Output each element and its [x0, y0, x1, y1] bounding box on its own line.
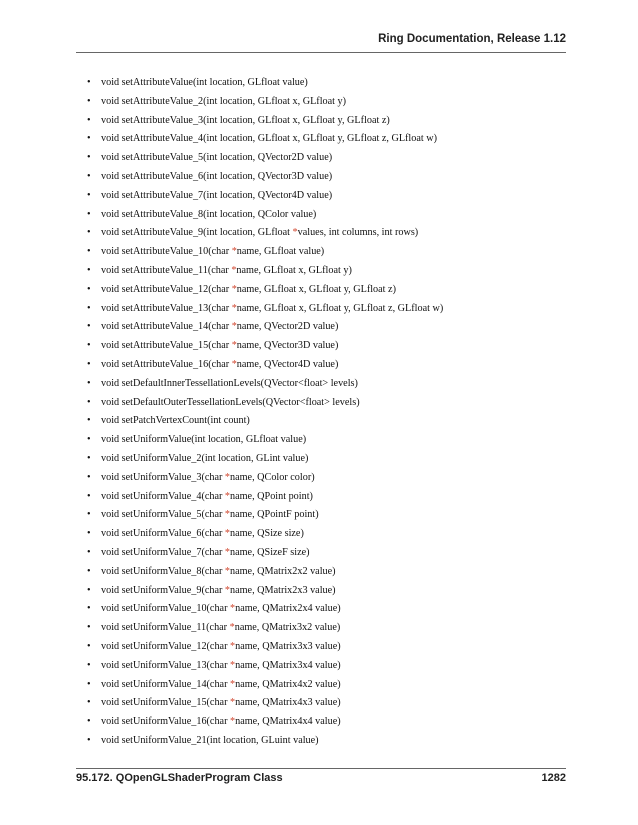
method-signature: void setAttributeValue_14(char *name, QVector2D value)	[101, 321, 339, 333]
list-item	[87, 300, 443, 319]
list-item	[87, 168, 443, 187]
method-signature: void setUniformValue_10(char *name, QMatrix2x4 value)	[101, 603, 341, 615]
method-signature: void setUniformValue(int location, GLfloat value)	[101, 434, 307, 446]
bullet-icon: •	[87, 77, 91, 88]
list-item	[87, 431, 443, 450]
list-item	[87, 525, 443, 544]
list-item	[87, 469, 443, 488]
bullet-icon: •	[87, 509, 91, 521]
list-item	[87, 582, 443, 601]
method-signature: void setUniformValue_5(char *name, QPointF point)	[101, 509, 319, 521]
list-item	[87, 206, 443, 225]
bullet-icon: •	[87, 546, 91, 558]
bullet-icon: •	[87, 152, 91, 164]
list-item	[87, 93, 443, 112]
bullet-icon: •	[87, 377, 91, 389]
list-item	[87, 412, 443, 431]
method-signature: void setUniformValue_16(char *name, QMatrix4x4 value)	[101, 716, 341, 728]
method-signature: void setAttributeValue_8(int location, QColor value)	[101, 208, 317, 220]
method-signature: void setUniformValue_21(int location, GLuint value)	[101, 734, 319, 746]
bullet-icon: •	[87, 264, 91, 276]
list-item	[87, 224, 443, 243]
method-list	[87, 74, 443, 751]
list-item	[87, 394, 443, 413]
bullet-icon: •	[87, 434, 91, 446]
method-signature: void setAttributeValue(int location, GLfloat value)	[101, 77, 308, 88]
method-signature: void setAttributeValue_12(char *name, GLfloat x, GLfloat y, GLfloat z)	[101, 283, 396, 295]
bullet-icon: •	[87, 358, 91, 370]
method-signature: void setUniformValue_6(char *name, QSize size)	[101, 528, 304, 540]
bullet-icon: •	[87, 603, 91, 615]
method-signature: void setAttributeValue_4(int location, GLfloat x, GLfloat y, GLfloat z, GLfloat w)	[101, 133, 438, 145]
list-item	[87, 149, 443, 168]
list-item	[87, 676, 443, 695]
method-signature: void setUniformValue_9(char *name, QMatrix2x3 value)	[101, 584, 336, 596]
method-signature: void setAttributeValue_11(char *name, GLfloat x, GLfloat y)	[101, 264, 352, 276]
list-item	[87, 74, 443, 93]
list-item	[87, 450, 443, 469]
bullet-icon: •	[87, 415, 91, 427]
bullet-icon: •	[87, 189, 91, 201]
method-signature: void setUniformValue_14(char *name, QMatrix4x2 value)	[101, 678, 341, 690]
list-item	[87, 732, 443, 751]
bullet-icon: •	[87, 396, 91, 408]
bullet-icon: •	[87, 659, 91, 671]
method-signature: void setUniformValue_13(char *name, QMatrix3x4 value)	[101, 659, 341, 671]
bullet-icon: •	[87, 584, 91, 596]
bullet-icon: •	[87, 302, 91, 314]
bullet-icon: •	[87, 170, 91, 182]
header-divider	[76, 52, 566, 53]
list-item	[87, 337, 443, 356]
method-signature: void setAttributeValue_13(char *name, GLfloat x, GLfloat y, GLfloat z, GLfloat w)	[101, 302, 444, 314]
list-item	[87, 694, 443, 713]
method-signature: void setUniformValue_8(char *name, QMatrix2x2 value)	[101, 565, 336, 577]
page-header-title: Ring Documentation, Release 1.12	[378, 33, 566, 45]
list-item	[87, 112, 443, 131]
method-signature: void setDefaultInnerTessellationLevels(QVector<float> levels)	[101, 377, 358, 389]
method-signature: void setPatchVertexCount(int count)	[101, 415, 250, 427]
footer-section-title: 95.172. QOpenGLShaderProgram Class	[76, 772, 283, 784]
list-item	[87, 488, 443, 507]
bullet-icon: •	[87, 528, 91, 540]
method-signature: void setUniformValue_11(char *name, QMatrix3x2 value)	[101, 622, 341, 634]
list-item	[87, 657, 443, 676]
list-item	[87, 243, 443, 262]
list-item	[87, 262, 443, 281]
method-signature: void setAttributeValue_2(int location, GLfloat x, GLfloat y)	[101, 95, 347, 107]
page-number: 1282	[541, 772, 566, 784]
list-item	[87, 281, 443, 300]
method-signature: void setUniformValue_15(char *name, QMatrix4x3 value)	[101, 697, 341, 709]
method-signature: void setAttributeValue_16(char *name, QVector4D value)	[101, 358, 339, 370]
list-item	[87, 619, 443, 638]
bullet-icon: •	[87, 471, 91, 483]
bullet-icon: •	[87, 227, 91, 239]
bullet-icon: •	[87, 208, 91, 220]
bullet-icon: •	[87, 640, 91, 652]
method-signature: void setUniformValue_12(char *name, QMatrix3x3 value)	[101, 640, 341, 652]
method-signature: void setAttributeValue_9(int location, GLfloat *values, int columns, int rows)	[101, 227, 419, 239]
bullet-icon: •	[87, 283, 91, 295]
bullet-icon: •	[87, 114, 91, 126]
list-item	[87, 638, 443, 657]
method-signature: void setUniformValue_7(char *name, QSizeF size)	[101, 546, 310, 558]
list-item	[87, 563, 443, 582]
method-signature: void setDefaultOuterTessellationLevels(QVector<float> levels)	[101, 396, 360, 408]
list-item	[87, 375, 443, 394]
list-item	[87, 356, 443, 375]
bullet-icon: •	[87, 622, 91, 634]
list-item	[87, 713, 443, 732]
bullet-icon: •	[87, 133, 91, 145]
bullet-icon: •	[87, 490, 91, 502]
list-item	[87, 318, 443, 337]
bullet-icon: •	[87, 321, 91, 333]
bullet-icon: •	[87, 734, 91, 746]
method-signature: void setUniformValue_3(char *name, QColor color)	[101, 471, 315, 483]
bullet-icon: •	[87, 95, 91, 107]
method-signature: void setAttributeValue_6(int location, QVector3D value)	[101, 170, 333, 182]
list-item	[87, 544, 443, 563]
bullet-icon: •	[87, 452, 91, 464]
list-item	[87, 506, 443, 525]
bullet-icon: •	[87, 697, 91, 709]
method-signature: void setAttributeValue_5(int location, QVector2D value)	[101, 152, 333, 164]
method-signature: void setUniformValue_4(char *name, QPoint point)	[101, 490, 313, 502]
method-signature: void setAttributeValue_7(int location, QVector4D value)	[101, 189, 333, 201]
list-item	[87, 130, 443, 149]
list-item	[87, 600, 443, 619]
method-signature: void setUniformValue_2(int location, GLint value)	[101, 452, 309, 464]
bullet-icon: •	[87, 716, 91, 728]
footer-divider	[76, 768, 566, 769]
list-item	[87, 187, 443, 206]
bullet-icon: •	[87, 565, 91, 577]
method-signature: void setAttributeValue_15(char *name, QVector3D value)	[101, 340, 339, 352]
bullet-icon: •	[87, 678, 91, 690]
method-signature: void setAttributeValue_10(char *name, GLfloat value)	[101, 246, 325, 258]
method-signature: void setAttributeValue_3(int location, GLfloat x, GLfloat y, GLfloat z)	[101, 114, 390, 126]
bullet-icon: •	[87, 340, 91, 352]
bullet-icon: •	[87, 246, 91, 258]
